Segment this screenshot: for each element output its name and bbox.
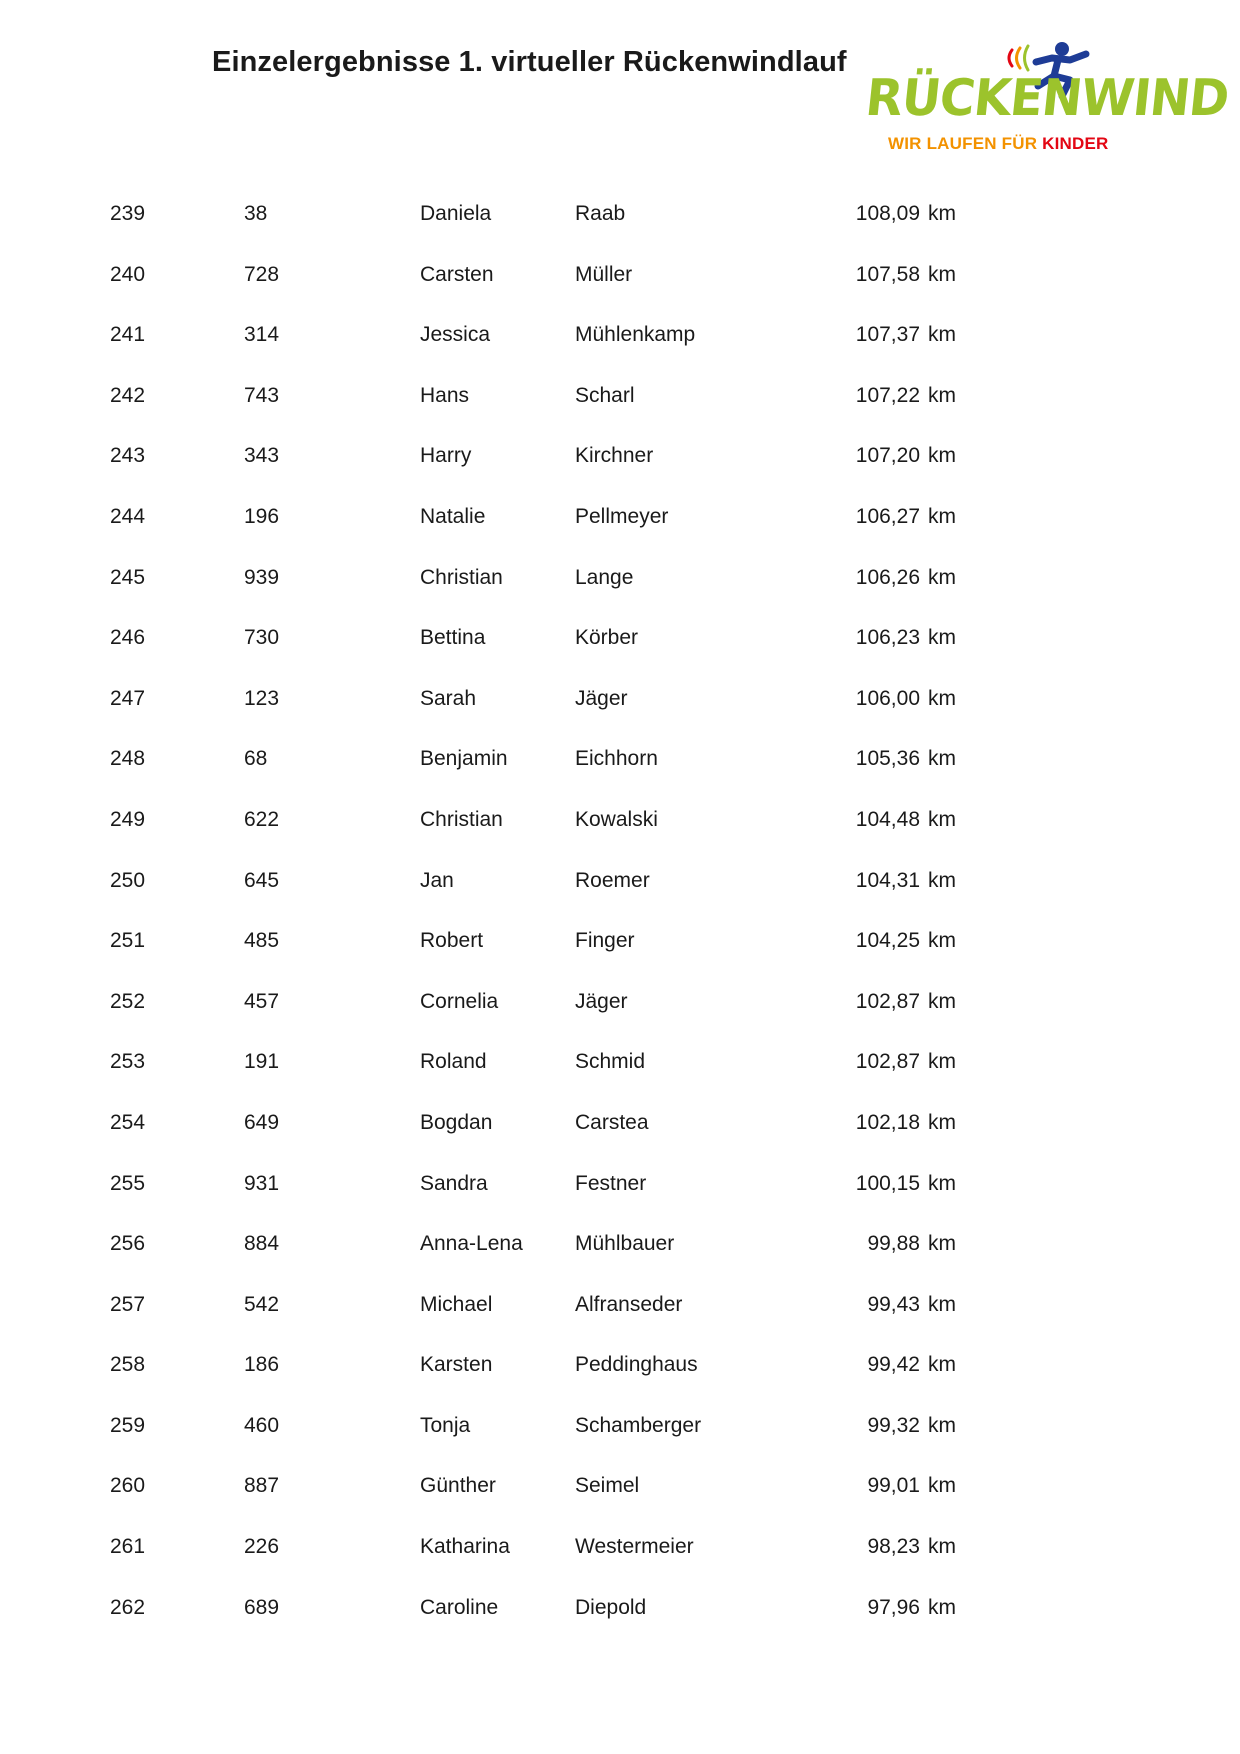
distance-unit: km [928,1535,956,1559]
distance-unit: km [928,929,956,953]
first-name-cell: Christian [420,565,503,589]
result-row [0,305,1240,366]
page-title: Einzelergebnisse 1. virtueller Rückenwindlauf [212,46,847,78]
rank-cell: 240 [110,262,146,286]
rank-cell: 241 [110,323,146,347]
result-row [0,1032,1240,1093]
first-name-cell: Sandra [420,1171,488,1195]
start-number-cell: 460 [244,1413,280,1437]
distance-unit: km [928,383,956,407]
rank-cell: 249 [110,807,146,831]
rank-cell: 255 [110,1171,146,1195]
distance-cell: 106,00 [855,686,920,710]
result-row [0,1456,1240,1517]
rank-cell: 245 [110,565,146,589]
distance-unit: km [928,626,956,650]
rank-cell: 259 [110,1413,146,1437]
distance-cell: 99,88 [867,1232,920,1256]
rank-cell: 239 [110,202,146,225]
distance-cell: 107,58 [855,262,920,286]
result-row [0,1335,1240,1396]
distance-unit: km [928,1110,956,1134]
distance-cell: 104,31 [855,868,920,892]
distance-cell: 99,01 [867,1474,920,1498]
last-name-cell: Müller [575,262,633,286]
first-name-cell: Caroline [420,1595,499,1619]
first-name-cell: Günther [420,1474,496,1498]
logo-wordmark: RÜCKENWIND [862,68,1232,128]
first-name-cell: Katharina [420,1535,510,1559]
start-number-cell: 542 [244,1292,280,1316]
results-list [0,184,1240,1638]
last-name-cell: Diepold [575,1595,647,1619]
result-row [0,790,1240,851]
distance-unit: km [928,1171,956,1195]
rank-cell: 257 [110,1292,146,1316]
rank-cell: 258 [110,1353,146,1377]
rank-cell: 251 [110,929,146,953]
last-name-cell: Schmid [575,1050,646,1074]
last-name-cell: Kowalski [575,807,658,831]
last-name-cell: Roemer [575,868,650,892]
rank-cell: 250 [110,868,146,892]
first-name-cell: Jan [420,868,454,892]
distance-cell: 102,87 [855,1050,920,1074]
result-row [0,851,1240,912]
result-row [0,1578,1240,1639]
distance-unit: km [928,1292,956,1316]
first-name-cell: Christian [420,807,503,831]
distance-unit: km [928,1595,956,1619]
last-name-cell: Kirchner [575,444,654,468]
start-number-cell: 887 [244,1474,280,1498]
first-name-cell: Anna-Lena [420,1232,523,1256]
distance-cell: 104,48 [855,807,920,831]
last-name-cell: Pellmeyer [575,504,669,528]
distance-unit: km [928,202,956,225]
result-row [0,1093,1240,1154]
first-name-cell: Cornelia [420,989,499,1013]
result-row [0,608,1240,669]
distance-unit: km [928,504,956,528]
start-number-cell: 622 [244,807,280,831]
distance-unit: km [928,565,956,589]
result-row [0,184,1240,245]
last-name-cell: Schamberger [575,1413,702,1437]
start-number-cell: 939 [244,565,280,589]
rank-cell: 256 [110,1232,146,1256]
result-row [0,1154,1240,1215]
first-name-cell: Robert [420,929,484,953]
rank-cell: 243 [110,444,146,468]
start-number-cell: 931 [244,1171,280,1195]
start-number-cell: 645 [244,868,280,892]
result-row [0,245,1240,306]
distance-cell: 99,42 [867,1353,920,1377]
start-number-cell: 38 [244,202,268,225]
last-name-cell: Peddinghaus [575,1353,698,1377]
rank-cell: 253 [110,1050,146,1074]
distance-cell: 98,23 [867,1535,920,1559]
distance-cell: 105,36 [855,747,920,771]
rank-cell: 247 [110,686,146,710]
distance-cell: 100,15 [855,1171,920,1195]
start-number-cell: 457 [244,989,280,1013]
rank-cell: 248 [110,747,146,771]
last-name-cell: Seimel [575,1474,640,1498]
distance-cell: 104,25 [855,929,920,953]
distance-cell: 107,22 [855,383,920,407]
distance-cell: 106,23 [855,626,920,650]
rank-cell: 260 [110,1474,146,1498]
logo-tagline [888,134,1108,154]
distance-unit: km [928,444,956,468]
start-number-cell: 649 [244,1110,280,1134]
result-row [0,729,1240,790]
rank-cell: 244 [110,504,146,528]
distance-cell: 102,18 [855,1110,920,1134]
distance-cell: 108,09 [855,202,920,225]
start-number-cell: 689 [244,1595,280,1619]
result-row [0,426,1240,487]
last-name-cell: Finger [575,929,635,953]
last-name-cell: Lange [575,565,634,589]
last-name-cell: Festner [575,1171,647,1195]
distance-unit: km [928,1474,956,1498]
distance-cell: 99,32 [867,1413,920,1437]
rank-cell: 242 [110,383,146,407]
logo-tagline-text: WIR LAUFEN FÜR [888,134,1043,153]
first-name-cell: Bogdan [420,1110,493,1134]
distance-unit: km [928,1413,956,1437]
first-name-cell: Hans [420,383,470,407]
result-row [0,1396,1240,1457]
result-row [0,911,1240,972]
result-row [0,548,1240,609]
start-number-cell: 68 [244,747,268,771]
start-number-cell: 314 [244,323,280,347]
last-name-cell: Scharl [575,383,635,407]
result-row [0,366,1240,427]
first-name-cell: Harry [420,444,472,468]
result-row [0,669,1240,730]
rueckenwind-logo [862,40,1232,160]
distance-unit: km [928,989,956,1013]
start-number-cell: 485 [244,929,280,953]
distance-unit: km [928,323,956,347]
last-name-cell: Westermeier [575,1535,694,1559]
start-number-cell: 123 [244,686,280,710]
result-row [0,1214,1240,1275]
start-number-cell: 186 [244,1353,280,1377]
last-name-cell: Raab [575,202,626,225]
first-name-cell: Michael [420,1292,493,1316]
distance-cell: 99,43 [867,1292,920,1316]
distance-unit: km [928,807,956,831]
distance-cell: 106,26 [855,565,920,589]
distance-unit: km [928,868,956,892]
last-name-cell: Carstea [575,1110,649,1134]
first-name-cell: Natalie [420,504,486,528]
rank-cell: 261 [110,1535,146,1559]
first-name-cell: Karsten [420,1353,493,1377]
distance-unit: km [928,686,956,710]
distance-unit: km [928,747,956,771]
start-number-cell: 730 [244,626,280,650]
start-number-cell: 343 [244,444,280,468]
distance-cell: 106,27 [855,504,920,528]
last-name-cell: Eichhorn [575,747,658,771]
first-name-cell: Daniela [420,202,492,225]
first-name-cell: Bettina [420,626,486,650]
first-name-cell: Carsten [420,262,494,286]
start-number-cell: 728 [244,262,280,286]
first-name-cell: Roland [420,1050,487,1074]
last-name-cell: Jäger [575,686,628,710]
last-name-cell: Alfranseder [575,1292,683,1316]
first-name-cell: Benjamin [420,747,508,771]
result-row [0,487,1240,548]
result-row [0,1275,1240,1336]
start-number-cell: 226 [244,1535,280,1559]
last-name-cell: Mühlenkamp [575,323,696,347]
first-name-cell: Tonja [420,1413,471,1437]
logo-tagline-accent: KINDER [1042,134,1109,153]
distance-cell: 97,96 [867,1595,920,1619]
start-number-cell: 884 [244,1232,280,1256]
distance-unit: km [928,262,956,286]
result-row [0,1517,1240,1578]
last-name-cell: Mühlbauer [575,1232,675,1256]
distance-cell: 107,20 [855,444,920,468]
result-row [0,972,1240,1033]
rank-cell: 246 [110,626,146,650]
distance-unit: km [928,1050,956,1074]
rank-cell: 252 [110,989,146,1013]
first-name-cell: Sarah [420,686,477,710]
distance-unit: km [928,1232,956,1256]
distance-unit: km [928,1353,956,1377]
distance-cell: 102,87 [855,989,920,1013]
rank-cell: 254 [110,1110,146,1134]
start-number-cell: 743 [244,383,280,407]
rank-cell: 262 [110,1595,146,1619]
last-name-cell: Jäger [575,989,628,1013]
start-number-cell: 191 [244,1050,280,1074]
last-name-cell: Körber [575,626,639,650]
start-number-cell: 196 [244,504,280,528]
first-name-cell: Jessica [420,323,491,347]
distance-cell: 107,37 [855,323,920,347]
